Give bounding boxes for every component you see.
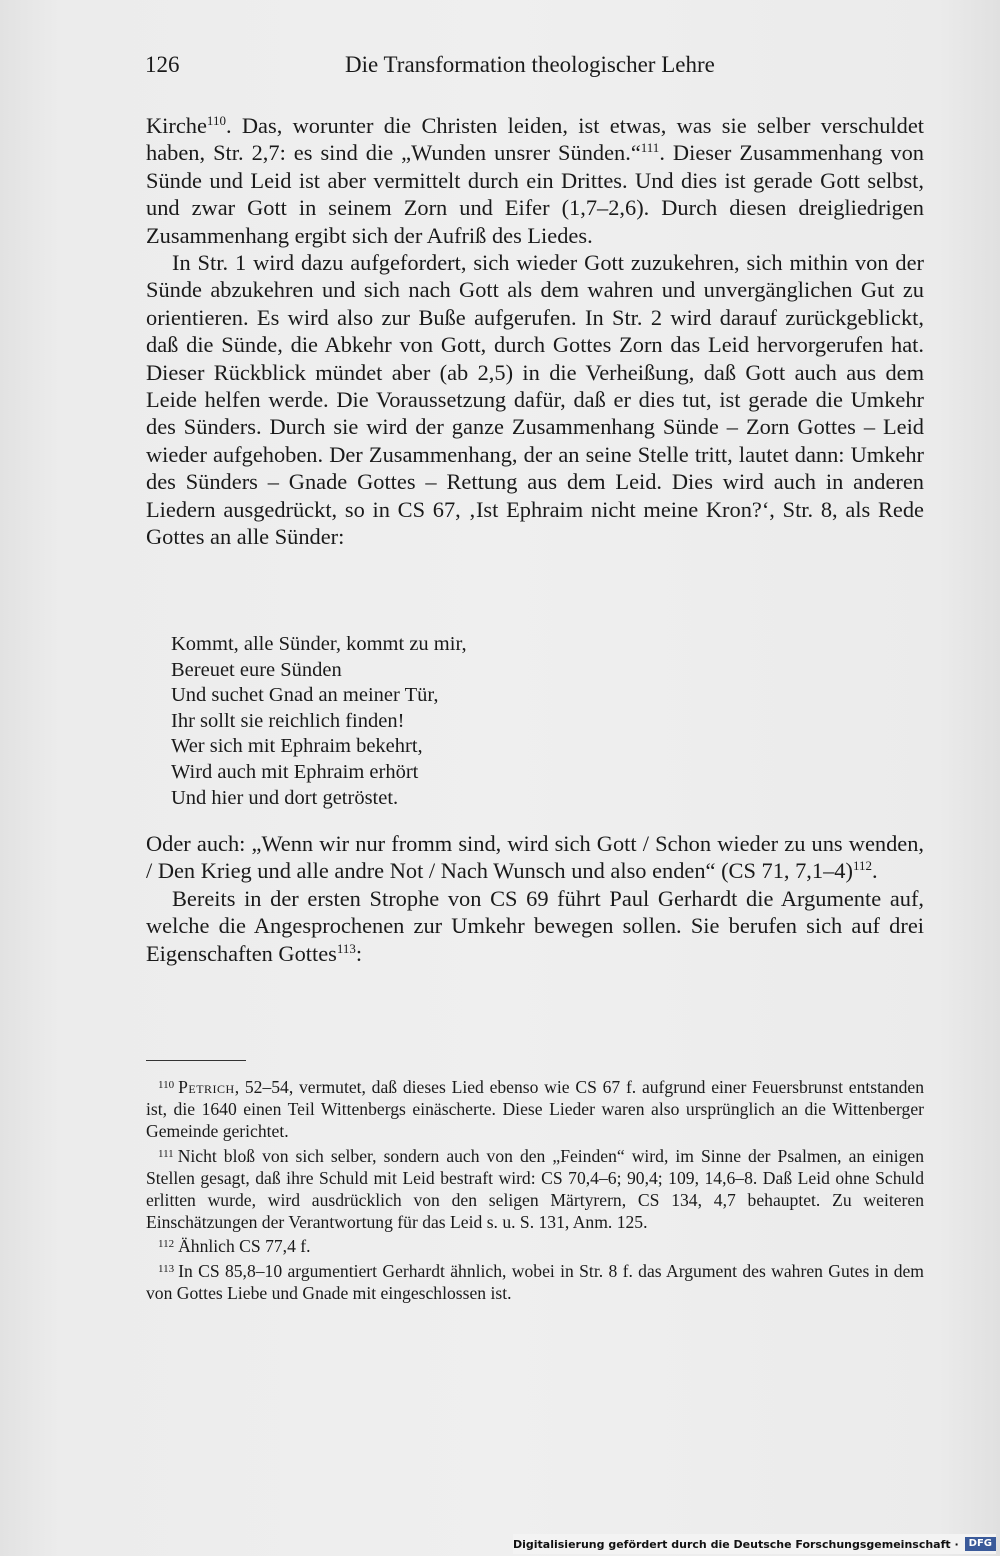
footnote-ref-112: 112	[852, 858, 872, 874]
paragraph-1: Kirche$^{110}$. Das, worunter die Christen leiden, ist etwas, was sie selber verschuldet haben, Str. 2,7: es sind die „Wunden unsrer Sünden.“$^{111}$. Dieser Zusammenhang von Sünde und Leid ist aber vermittelt durch ein Drittes. Und dies ist gerade Gott selbst, und zwar Gott in seinem Zorn und Eifer (1,7–2,6). Durch diesen dreigliedrigen Zusammenhang ergibt sich der Aufriß des Liedes.	[146, 113, 924, 248]
verse-line: Ihr sollt sie reichlich finden!	[171, 709, 405, 732]
paragraph-4: Bereits in der ersten Strophe von CS 69 führt Paul Gerhardt die Argumente auf, welche die Angesprochenen zur Umkehr bewegen sollen. Sie berufen sich auf drei Eigenschaften Gottes$^{113}$:	[146, 885, 924, 966]
footnote-author: Petrich	[178, 1077, 235, 1097]
verse-line: Kommt, alle Sünder, kommt zu mir,	[171, 633, 467, 655]
footnote-111: $^{111}$ Nicht bloß von sich selber, sondern auch von den „Feinden“ wird, im Sinne der Psalmen, an einigen Stellen gesagt, daß ihre Schuld mit Leid bestraft wird: CS 70,4–6; 90,4; 109, 14,6–8. Daß Leid ohne Schuld erlitten wurde, wird ausdrücklich von den seligen Märtyrern, CS 134, 4,7 behauptet. Zu weiteren Einschätzungen der Verantwortung für das Leid s. u. S. 131, Anm. 125.	[146, 1145, 924, 1233]
page-number: 126	[145, 52, 180, 77]
footnote-number: 113	[158, 1262, 175, 1275]
dfg-credit-text: Digitalisierung gefördert durch die Deutsche Forschungsgemeinschaft ·	[512, 1537, 959, 1551]
footnote-ref-111: 111	[640, 140, 660, 156]
verse-line: Und suchet Gnad an meiner Tür,	[171, 684, 439, 707]
paragraph-2: In Str. 1 wird dazu aufgefordert, sich wieder Gott zuzukehren, sich mithin von der Sünde abzukehren und sich nach Gott als dem wahren und unvergänglichen Gut zu orientieren. Es wird also zur Buße aufgerufen. In Str. 2 wird darauf zurückgeblickt, daß die Sünde, die Abkehr von Gott, durch Gottes Zorn das Leid hervorgerufen hat. Dieser Rückblick mündet aber (ab 2,5) in die Verheißung, daß Gott auch aus dem Leide helfen werde. Die Voraussetzung dafür, daß er dies tut, ist gerade die Umkehr des Sünders. Durch sie wird der ganze Zusammenhang Sünde – Zorn Gottes – Leid wieder aufgehoben. Der Zusammenhang, der an seine Stelle tritt, lautet dann: Umkehr des Sünders – Gnade Gottes – Rettung aus dem Leid. Dies wird auch in anderen Liedern ausgedrückt, so in CS 67, ‚Ist Ephraim nicht meine Kron?‘, Str. 8, als Rede Gottes an alle Sünder:	[146, 250, 924, 550]
footnote-113: $^{113}$ In CS 85,8–10 argumentiert Gerhardt ähnlich, wobei in Str. 8 f. das Argument des wahren Gutes in dem von Gottes Liebe und Gnade mit eingeschlossen ist.	[146, 1260, 924, 1303]
running-head: Die Transformation theologischer Lehre	[345, 52, 715, 77]
footnote-number: 111	[158, 1147, 174, 1160]
footnote-ref-110: 110	[206, 113, 226, 128]
main-text-upper	[146, 112, 924, 551]
digitization-credit	[513, 1534, 996, 1554]
verse-line: Wird auch mit Ephraim erhört	[171, 760, 419, 783]
paragraph-3: Oder auch: „Wenn wir nur fromm sind, wird sich Gott / Schon wieder zu uns wenden, / Den Krieg und alle andre Not / Nach Wunsch und also enden“ (CS 71, 7,1–4)$^{112}$.	[146, 831, 924, 884]
verse-line: Und hier und dort getröstet.	[171, 786, 399, 809]
page-header	[145, 52, 925, 84]
main-text-lower	[146, 830, 924, 967]
footnote-ref-113: 113	[336, 940, 356, 956]
verse-line: Bereuet eure Sünden	[171, 658, 342, 681]
verse-quote	[171, 632, 671, 811]
footnote-110: $^{110}$ Petrich, 52–54, vermutet, daß dieses Lied ebenso wie CS 67 f. aufgrund einer Feuersbrunst entstanden ist, die 1640 einen Teil Wittenbergs einäscherte. Diese Lieder waren also ursprünglich an die Wittenberger Gemeinde gerichtet.	[146, 1077, 924, 1142]
verse-line: Wer sich mit Ephraim bekehrt,	[171, 735, 423, 758]
footnote-divider	[146, 1060, 246, 1061]
footnote-number: 112	[158, 1238, 175, 1251]
dfg-logo-icon: DFG	[965, 1537, 996, 1551]
footnotes	[146, 1076, 924, 1306]
footnote-number: 110	[158, 1079, 175, 1091]
footnote-112: $^{112}$ Ähnlich CS 77,4 f.	[158, 1236, 311, 1257]
